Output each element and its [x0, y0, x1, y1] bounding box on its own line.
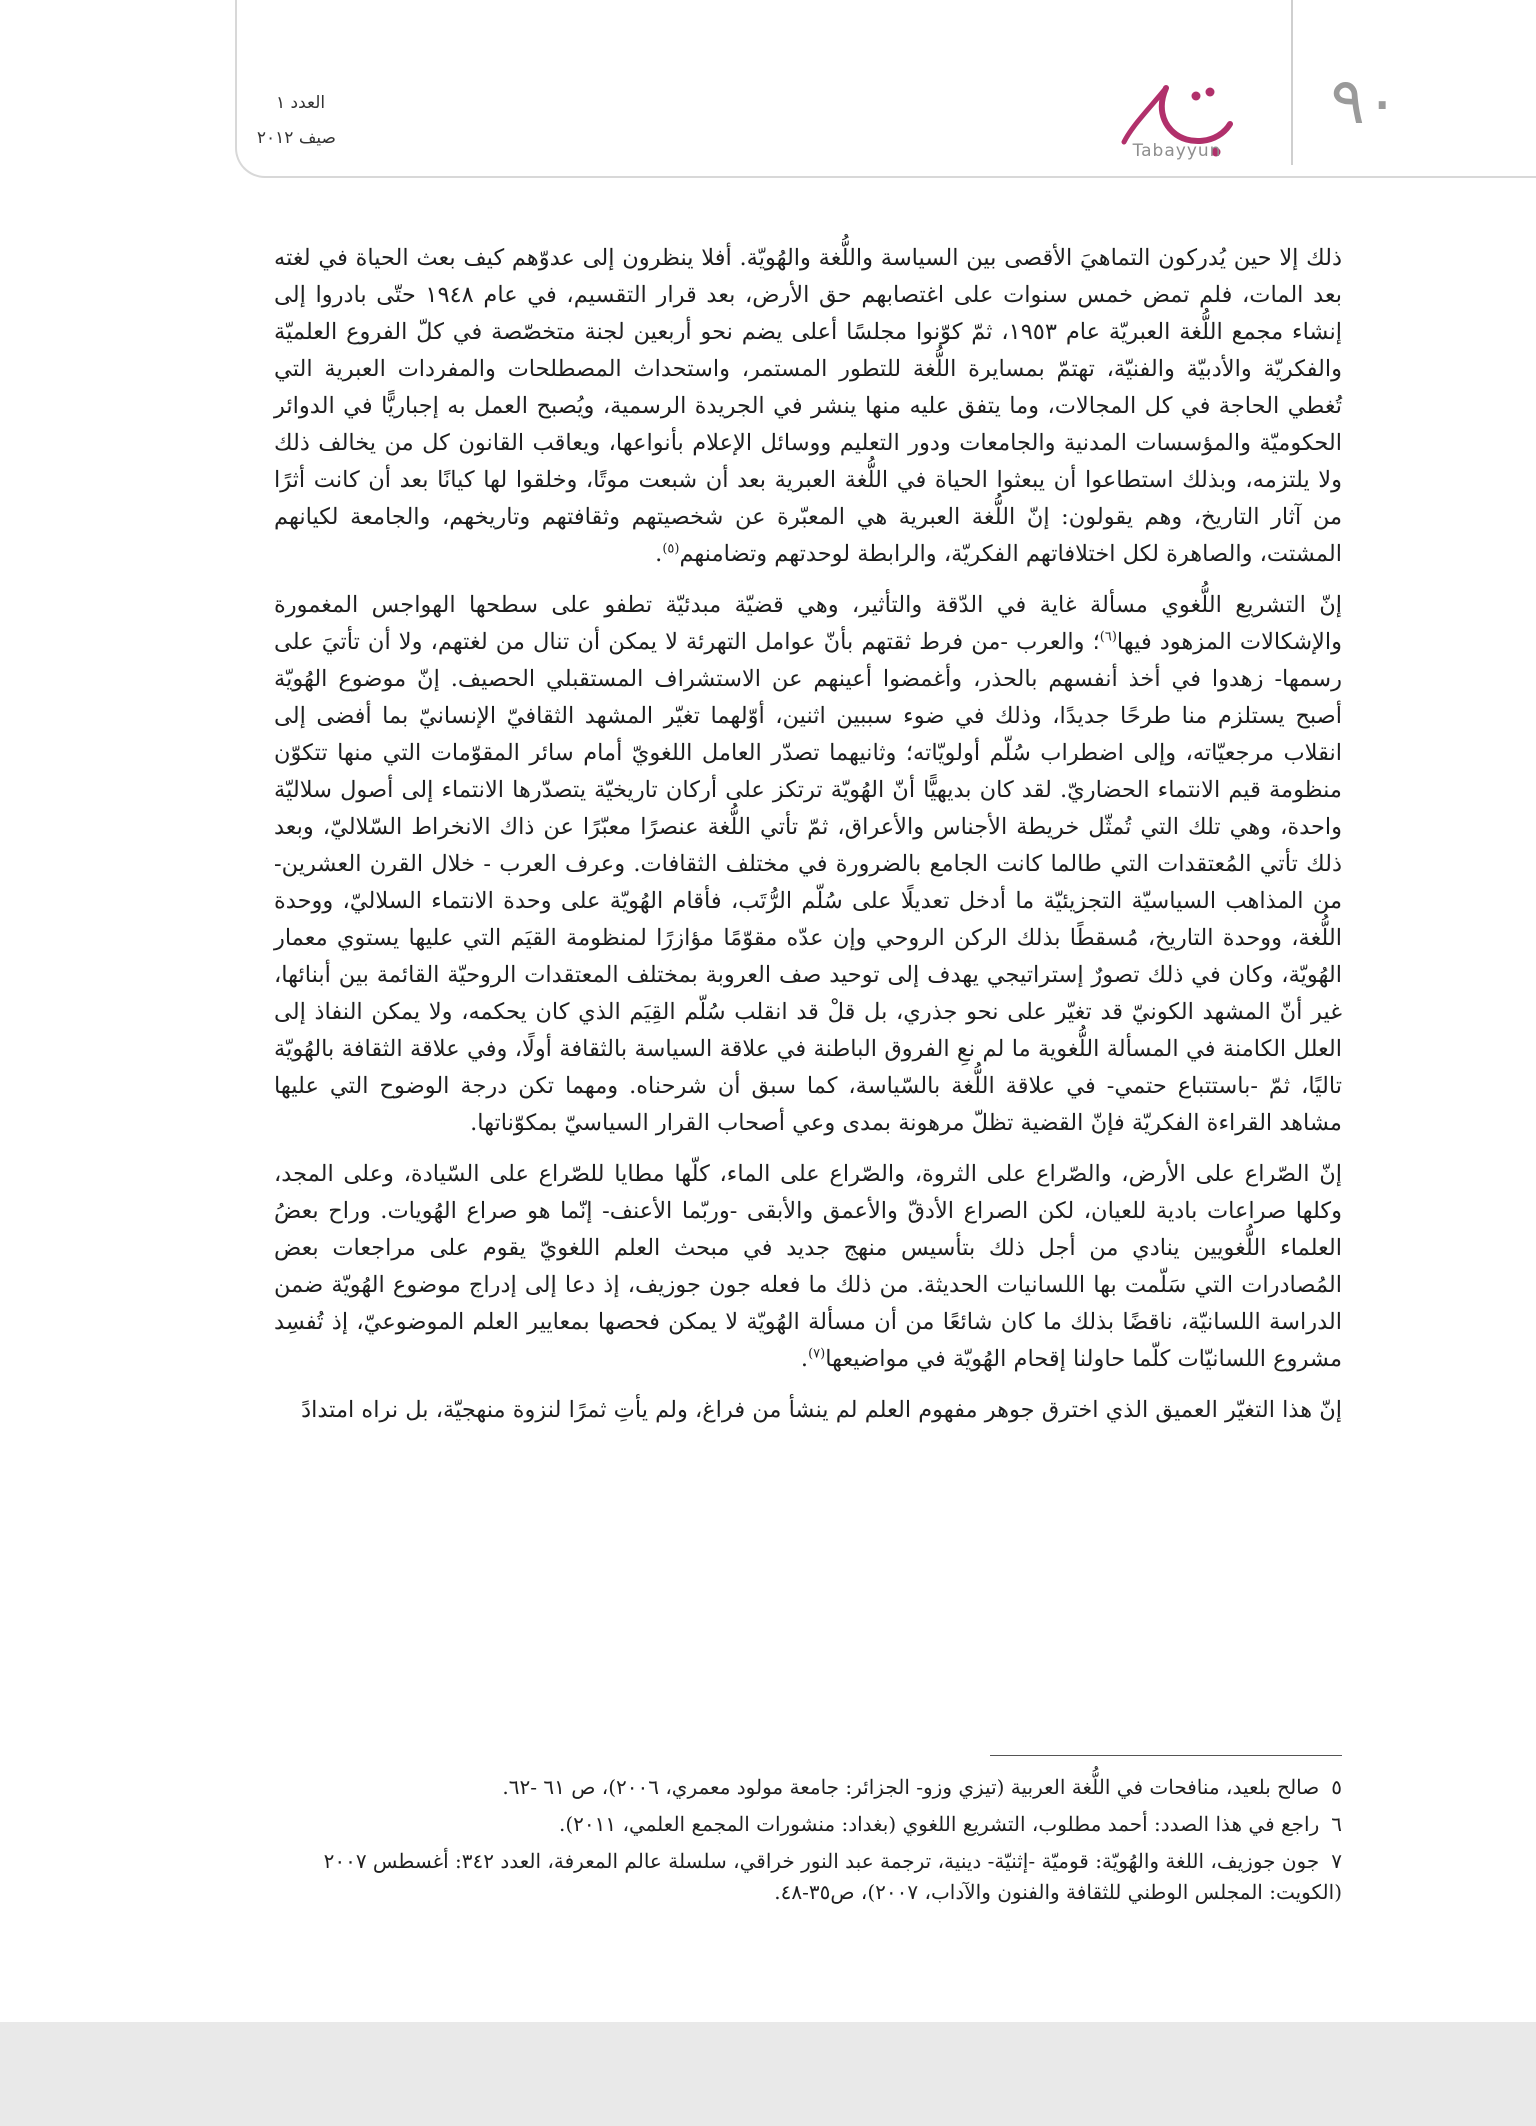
paragraph-3: إنّ الصّراع على الأرض، والصّراع على الثروة، والصّراع على الماء، كلّها مطايا للصّراع على السّيادة، وعلى المجد، وكلها صراعات بادية للعيان، لكن الصراع الأدقّ والأعمق والأبقى -وربّما الأعنف- إنّما هو صراع الهُويات. وراح بعضُ العلماء اللُّغويين ينادي من أجل ذلك بتأسيس منهج جديد في مبحث العلم اللغويّ يقوم على مراجعات بعض المُصادرات التي سَلّمت بها اللسانيات الحديثة. من ذلك ما فعله جون جوزيف، إذ دعا إلى إدراج موضوع الهُويّة ضمن الدراسة اللسانيّة، ناقضًا بذلك ما كان شائعًا من أن مسألة الهُويّة لا يمكن فحصها بمعايير العلم الموضوعيّ، إذ تُفسِد مشروع اللسانيّات كلّما حاولنا إقحام الهُويّة في مواضيعها$^{(٧)}$.	[274, 1161, 1342, 1372]
page-number: ٩٠	[1330, 65, 1400, 139]
footnotes	[274, 1772, 1342, 1914]
footnote-7: ٧جون جوزيف، اللغة والهُويّة: قوميّة -إثنيّة- دينية، ترجمة عبد النور خراقي، سلسلة عالم المعرفة، العدد ٣٤٢: أغسطس ٢٠٠٧ (الكويت: المجلس الوطني للثقافة والفنون والآداب، ٢٠٠٧)، ص٣٥-٤٨.	[323, 1849, 1342, 1904]
footnote-ref-5[interactable]: (٥)	[662, 541, 680, 557]
article-body	[274, 240, 1342, 1443]
paragraph-4: إنّ هذا التغيّر العميق الذي اخترق جوهر مفهوم العلم لم ينشأ من فراغ، ولم يأتِ ثمرًا لنزوة منهجيّة، بل نراه امتدادً	[301, 1397, 1342, 1423]
header-divider	[1291, 0, 1293, 165]
footnote-5: ٥صالح بلعيد، منافحات في اللُّغة العربية (تيزي وزو- الجزائر: جامعة مولود معمري، ٢٠٠٦)، ص ٦١ -٦٢.	[502, 1775, 1342, 1799]
footnote-6: ٦راجع في هذا الصدد: أحمد مطلوب، التشريع اللغوي (بغداد: منشورات المجمع العلمي، ٢٠١١).	[558, 1812, 1342, 1836]
footnote-divider	[990, 1755, 1342, 1756]
issue-block	[256, 88, 476, 158]
logo-stroke-tail	[1124, 88, 1166, 142]
logo-dot-2	[1206, 88, 1215, 97]
paragraph-1: ذلك إلا حين يُدركون التماهيَ الأقصى بين السياسة واللُّغة والهُويّة. أفلا ينظرون إلى عدوّهم كيف بعث الحياة في لغته بعد المات، فلم تمض خمس سنوات على اغتصابهم حق الأرض، بعد قرار التقسيم، في عام ١٩٤٨ حتّى بادروا إلى إنشاء مجمع اللُّغة العبريّة عام ١٩٥٣، ثمّ كوّنوا مجلسًا أعلى يضم نحو أربعين لجنة متخصّصة في كلّ الفروع العلميّة والفكريّة والأدبيّة والفنيّة، تهتمّ بمسايرة اللُّغة للتطور المستمر، واستحداث المصطلحات والمفردات العبرية التي تُغطي الحاجة في كل المجالات، وما يتفق عليه منها ينشر في الجريدة الرسمية، ويُصبح العمل به إجباريًّا في الدوائر الحكوميّة والمؤسسات المدنية والجامعات ودور التعليم ووسائل الإعلام بأنواعها، ويعاقب القانون كل من يخالف ذلك ولا يلتزمه، وبذلك استطاعوا أن يبعثوا الحياة في اللُّغة العبرية بعد أن شبعت موتًا، وخلقوا لها كيانًا بعد أن كانت أثرًا من آثار التاريخ، وهم يقولون: إنّ اللُّغة العبرية هي المعبّرة عن شخصيتهم وثقافتهم وتاريخهم، والجامعة لكيانهم المشتت، والصاهرة لكل اختلافاتهم الفكريّة، والرابطة لوحدتهم وتضامنهم$^{(٥)}$.	[274, 245, 1343, 567]
page-bottom-band	[0, 2022, 1536, 2126]
logo-latin-text: Tabayyun	[1132, 141, 1222, 161]
footnote-ref-6[interactable]: (٦)	[1099, 629, 1117, 645]
issue-season: صيف ٢٠١٢	[256, 128, 336, 148]
paragraph-2: إنّ التشريع اللُّغوي مسألة غاية في الدّقة والتأثير، وهي قضيّة مبدئيّة تطفو على سطحها الهواجس المغمورة والإشكالات المزهود فيها$^{(٦)}$؛ والعرب -من فرط ثقتهم بأنّ عوامل التهرئة لا يمكن أن تنال من لغتهم، ولا أن تأتيَ على رسمها- زهدوا في أخذ أنفسهم بالحذر، وأغمضوا أعينهم عن الاستشراف المستقبلي الحصيف. إنّ موضوع الهُويّة أصبح يستلزم منا طرحًا جديدًا، وذلك في ضوء سببين اثنين، أوّلهما تغيّر المشهد الثقافيّ الإنسانيّ بما أفضى إلى انقلاب مرجعيّاته، وإلى اضطراب سُلّم أولويّاته؛ وثانيهما تصدّر العامل اللغويّ أمام سائر المقوّمات التي منها تتكوّن منظومة قيم الانتماء الحضاريّ. لقد كان بديهيًّا أنّ الهُويّة ترتكز على أركان تاريخيّة يتصدّرها الانتماء إلى أصول سلاليّة واحدة، وهي تلك التي تُمثّل خريطة الأجناس والأعراق، ثمّ تأتي اللُّغة عنصرًا معبّرًا عن ذاك الانخراط السّلاليّ، وبعد ذلك تأتي المُعتقدات التي طالما كانت الجامع بالضرورة في مختلف الثقافات. وعرف العرب - خلال القرن العشرين- من المذاهب السياسيّة التجزيئيّة ما أدخل تعديلًا على سُلّم الرُّتَب، فأقام الهُويّة على وحدة الانتماء السلاليّ، ووحدة اللُّغة، ووحدة التاريخ، مُسقطًا بذلك الركن الروحي وإن عدّه مقوّمًا مؤازرًا لمنظومة القيَم التي عليها يستوي معمار الهُويّة، وكان في ذلك تصورٌ إستراتيجي يهدف إلى توحيد صف العروبة بمختلف المعتقدات الروحيّة القائمة بين أبنائها، غير أنّ المشهد الكونيّ قد تغيّر على نحو جذري، بل قلْ قد انقلب سُلّم القِيَم الذي كان يحكمه، ولا يمكن النفاذ إلى العلل الكامنة في المسألة اللُّغوية ما لم نعِ الفروق الباطنة في علاقة السياسة بالثقافة أولًا، وفي علاقة الثقافة بالهُويّة تاليًا، ثمّ -باستتباع حتمي- في علاقة اللُّغة بالسّياسة، كما سبق أن شرحناه. ومهما تكن درجة الوضوح التي عليها مشاهد القراءة الفكريّة فإنّ القضية تظلّ مرهونة بمدى وعي أصحاب القرار السياسيّ بمكوّناتها.	[274, 592, 1342, 1136]
footnote-ref-7[interactable]: (٧)	[808, 1346, 826, 1362]
logo-dot-1	[1192, 92, 1201, 101]
issue-number: العدد ١	[276, 93, 326, 113]
